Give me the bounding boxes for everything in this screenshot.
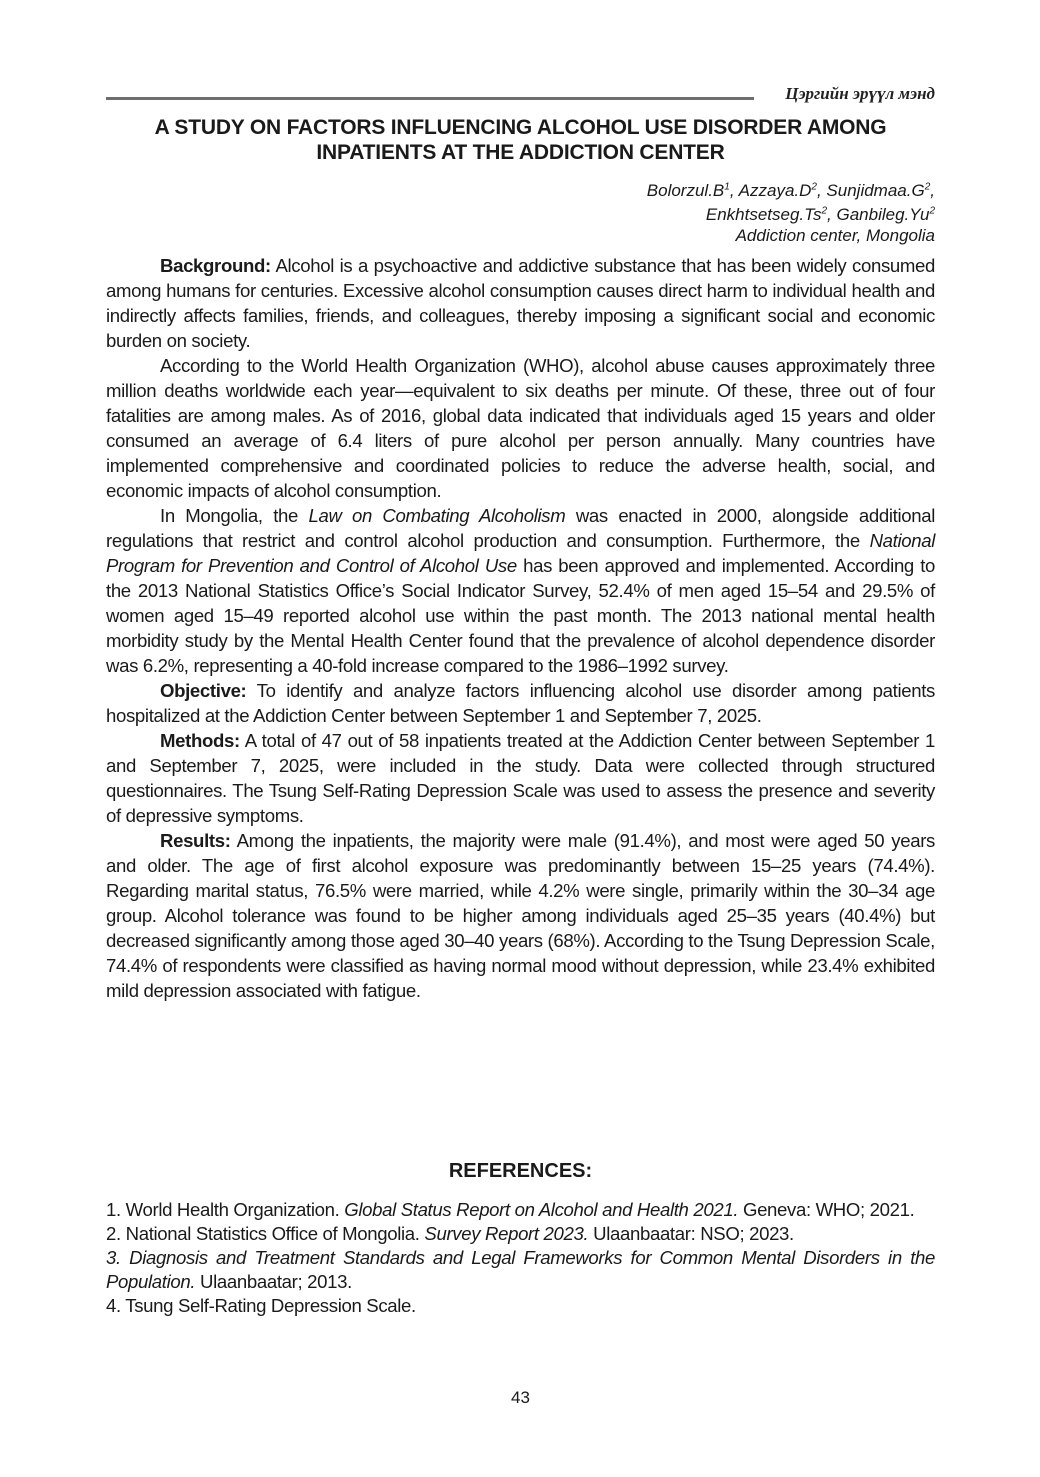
author: $Bolorzul.B^1$, [646, 180, 739, 200]
author-block [647, 176, 935, 246]
page-number: 43 [511, 1388, 530, 1407]
references-heading: REFERENCES: [448, 1160, 593, 1182]
reference-item: 1. World Health Organization. Global Status Report on Alcohol and Health 2021. Geneva: WHO; 2021. [106, 1199, 915, 1220]
reference-item: 4. Tsung Self-Rating Depression Scale. [106, 1295, 416, 1316]
background-paragraph: According to the World Health Organization (WHO), alcohol abuse causes approximately three million deaths worldwide each year—equivalent to six deaths per minute. Of these, three out of four fatalities are among males. As of 2016, global data indicated that individuals aged 15 years and older consumed an average of 6.4 liters of pure alcohol per person annually. Many countries have implemented comprehensive and coordinated policies to reduce the adverse health, social, and economic impacts of alcohol consumption. [106, 355, 935, 501]
program-title: National Program for Prevention and Control of Alcohol Use [106, 530, 935, 576]
section-label: Objective: [160, 680, 247, 701]
results-paragraph: Results: Among the inpatients, the majority were male (91.4%), and most were aged 50 years and older. The age of first alcohol exposure was predominantly between 15–25 years (74.4%). Regarding marital status, 76.5% were married, while 4.2% were single, primarily within the 30–34 age group. Alcohol tolerance was found to be higher among individuals aged 25–35 years (40.4%) but decreased significantly among those aged 30–40 years (68%). According to the Tsung Depression Scale, 74.4% of respondents were classified as having normal mood without depression, while 23.4% exhibited mild depression associated with fatigue. [106, 830, 935, 1001]
background-paragraph: In Mongolia, the Law on Combating Alcoholism was enacted in 2000, alongside additional regulations that restrict and control alcohol production and consumption. Furthermore, the National Program for Prevention and Control of Alcohol Use has been approved and implemented. According to the 2013 National Statistics Office’s Social Indicator Survey, 52.4% of men aged 15–54 and 29.5% of women aged 15–49 reported alcohol use within the past month. The 2013 national mental health morbidity study by the Mental Health Center found that the prevalence of alcohol dependence disorder was 6.2%, representing a 40-fold increase compared to the 1986–1992 survey. [106, 505, 935, 676]
header-rule [106, 97, 754, 100]
section-label: Background: [160, 255, 271, 276]
author: Enkhtsetseg.Ts$^2$, [705, 205, 837, 225]
objective-paragraph: Objective: To identify and analyze factors influencing alcohol use disorder among patients hospitalized at the Addiction Center between September 1 and September 7, 2025. [106, 680, 935, 726]
section-label: Results: [160, 830, 231, 851]
author: $Sunjidmaa.G^2$, [826, 180, 935, 200]
running-head [106, 84, 935, 108]
author-line-1 [647, 176, 935, 201]
paper-title: A STUDY ON FACTORS INFLUENCING ALCOHOL USE DISORDER AMONG INPATIENTS AT THE ADDICTION CENTER [154, 116, 887, 164]
author: Ganbileg.Yu$^2$ [836, 205, 935, 225]
affiliation: Addiction center, Mongolia [735, 226, 935, 246]
background-paragraph: Background: Alcohol is a psychoactive and addictive substance that has been widely consumed among humans for centuries. Excessive alcohol consumption causes direct harm to individual health and indirectly affects families, friends, and colleagues, thereby imposing a significant social and economic burden on society. [106, 255, 935, 351]
abstract-body [106, 253, 935, 1003]
methods-paragraph: Methods: A total of 47 out of 58 inpatients treated at the Addiction Center between September 1 and September 7, 2025, were included in the study. Data were collected through structured questionnaires. The Tsung Self-Rating Depression Scale was used to assess the presence and severity of depressive symptoms. [106, 730, 935, 826]
section-label: Methods: [160, 730, 240, 751]
author-line-2 [647, 201, 935, 226]
author: $Azzaya.D^2$, [738, 180, 827, 200]
reference-item: 3. Diagnosis and Treatment Standards and Legal Frameworks for Common Mental Disorders in the Population. Ulaanbaatar; 2013. [106, 1247, 935, 1292]
references-list [106, 1198, 935, 1318]
law-title: Law on Combating Alcoholism [308, 505, 566, 526]
journal-section-name: Цэргийн эрүүл мэнд [785, 84, 935, 103]
reference-item: 2. National Statistics Office of Mongolia. Survey Report 2023. Ulaanbaatar: NSO; 2023. [106, 1223, 794, 1244]
